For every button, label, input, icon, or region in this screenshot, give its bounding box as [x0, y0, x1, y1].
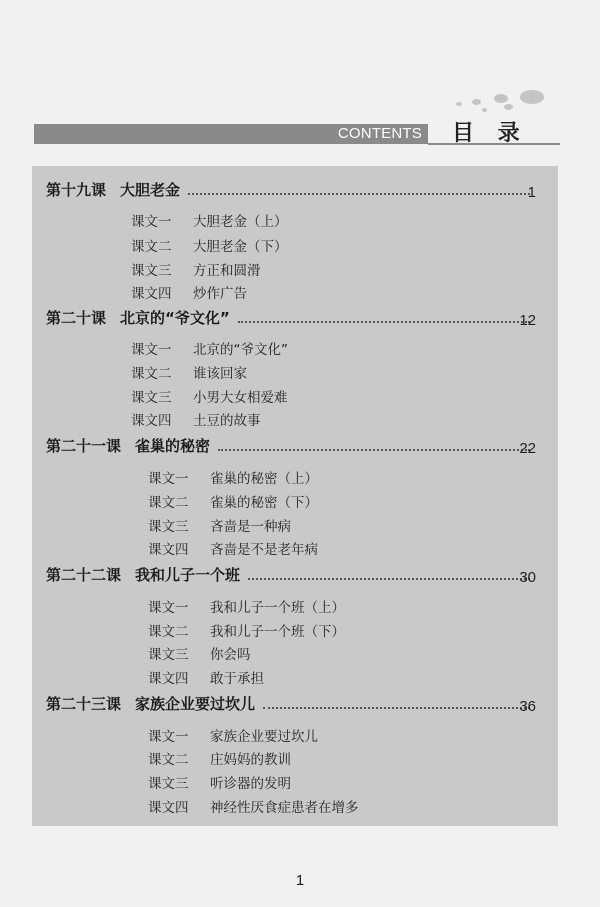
sub-title: 谁该回家	[193, 366, 247, 382]
lesson-page-number: 1	[527, 184, 536, 201]
sub-entry[interactable]	[131, 338, 288, 358]
sub-number: 课文一	[148, 600, 189, 616]
sub-title: 敢于承担	[210, 671, 264, 687]
lesson-number: 第二十二课	[46, 566, 122, 584]
sub-number: 课文一	[148, 729, 189, 745]
lesson-title: 北京的“爷文化”	[120, 309, 230, 327]
sub-entry[interactable]	[148, 596, 345, 616]
sub-number: 课文四	[131, 413, 172, 429]
lesson-number: 第二十三课	[46, 695, 122, 713]
lesson-number: 第二十一课	[46, 437, 122, 455]
sub-title: 小男大女相爱难	[193, 390, 288, 406]
sub-number: 课文二	[148, 752, 189, 768]
lesson-number: 第十九课	[46, 181, 107, 199]
sub-title: 听诊器的发明	[210, 776, 291, 792]
sub-entry[interactable]	[131, 386, 288, 406]
sub-entry[interactable]	[148, 667, 264, 687]
lesson-page-number: 22	[519, 440, 536, 457]
sub-title: 庄妈妈的教训	[210, 752, 291, 768]
sub-entry[interactable]	[148, 643, 251, 663]
sub-entry[interactable]	[131, 362, 247, 382]
sub-title: 我和儿子一个班（下）	[210, 624, 345, 640]
sub-number: 课文四	[148, 542, 189, 558]
sub-number: 课文二	[148, 624, 189, 640]
lesson-page-number: 30	[519, 569, 536, 586]
sub-number: 课文二	[131, 366, 172, 382]
contents-header-bar	[34, 124, 428, 144]
lesson-title: 大胆老金	[120, 181, 181, 199]
lesson-entry[interactable]	[46, 432, 536, 456]
contents-label: CONTENTS	[337, 125, 422, 142]
sub-entry[interactable]	[148, 538, 318, 558]
sub-number: 课文四	[148, 800, 189, 816]
sub-entry[interactable]	[131, 210, 288, 230]
lesson-title: 雀巢的秘密	[135, 437, 211, 455]
sub-number: 课文二	[131, 239, 172, 255]
sub-number: 课文四	[148, 671, 189, 687]
lesson-entry[interactable]	[46, 561, 536, 585]
sub-entry[interactable]	[148, 725, 318, 745]
sub-title: 神经性厌食症患者在增多	[210, 800, 359, 816]
sub-number: 课文一	[148, 471, 189, 487]
sub-title: 雀巢的秘密（上）	[210, 471, 318, 487]
sub-number: 课文三	[148, 647, 189, 663]
sub-title: 吝啬是不是老年病	[210, 542, 318, 558]
lesson-number: 第二十课	[46, 309, 107, 327]
dot-leader	[238, 321, 530, 323]
sub-entry[interactable]	[131, 259, 261, 279]
sub-title: 北京的“爷文化”	[193, 342, 288, 358]
sub-number: 课文三	[131, 390, 172, 406]
sub-entry[interactable]	[148, 796, 359, 816]
sub-title: 大胆老金（下）	[193, 239, 288, 255]
sub-title: 雀巢的秘密（下）	[210, 495, 318, 511]
sub-entry[interactable]	[148, 467, 318, 487]
sub-number: 课文二	[148, 495, 189, 511]
sub-number: 课文三	[148, 519, 189, 535]
lesson-page-number: 36	[519, 698, 536, 715]
sub-title: 你会吗	[210, 647, 251, 663]
lesson-entry[interactable]	[46, 304, 536, 328]
lesson-title: 家族企业要过坎儿	[135, 695, 256, 713]
sub-title: 大胆老金（上）	[193, 214, 288, 230]
sub-title: 家族企业要过坎儿	[210, 729, 318, 745]
lesson-entry[interactable]	[46, 176, 536, 200]
sub-entry[interactable]	[131, 282, 247, 302]
sub-title: 炒作广告	[193, 286, 247, 302]
lesson-page-number: 12	[519, 312, 536, 329]
sub-title: 方正和圆滑	[193, 263, 261, 279]
sub-number: 课文一	[131, 214, 172, 230]
dot-leader	[188, 193, 530, 195]
sub-entry[interactable]	[148, 748, 291, 768]
sub-entry[interactable]	[148, 620, 345, 640]
lesson-title: 我和儿子一个班	[135, 566, 241, 584]
dot-leader	[248, 578, 530, 580]
lesson-entry[interactable]	[46, 690, 536, 714]
toc-title: 目 录	[452, 121, 528, 146]
sub-entry[interactable]	[131, 235, 288, 255]
sub-number: 课文四	[131, 286, 172, 302]
dot-leader	[263, 707, 530, 709]
sub-title: 吝啬是一种病	[210, 519, 291, 535]
sub-title: 土豆的故事	[193, 413, 261, 429]
sub-number: 课文三	[131, 263, 172, 279]
sub-title: 我和儿子一个班（上）	[210, 600, 345, 616]
sub-entry[interactable]	[131, 409, 261, 429]
sub-entry[interactable]	[148, 491, 318, 511]
dot-leader	[218, 449, 530, 451]
sub-entry[interactable]	[148, 772, 291, 792]
sub-number: 课文三	[148, 776, 189, 792]
page-number: 1	[295, 872, 305, 889]
sub-entry[interactable]	[148, 515, 291, 535]
sub-number: 课文一	[131, 342, 172, 358]
